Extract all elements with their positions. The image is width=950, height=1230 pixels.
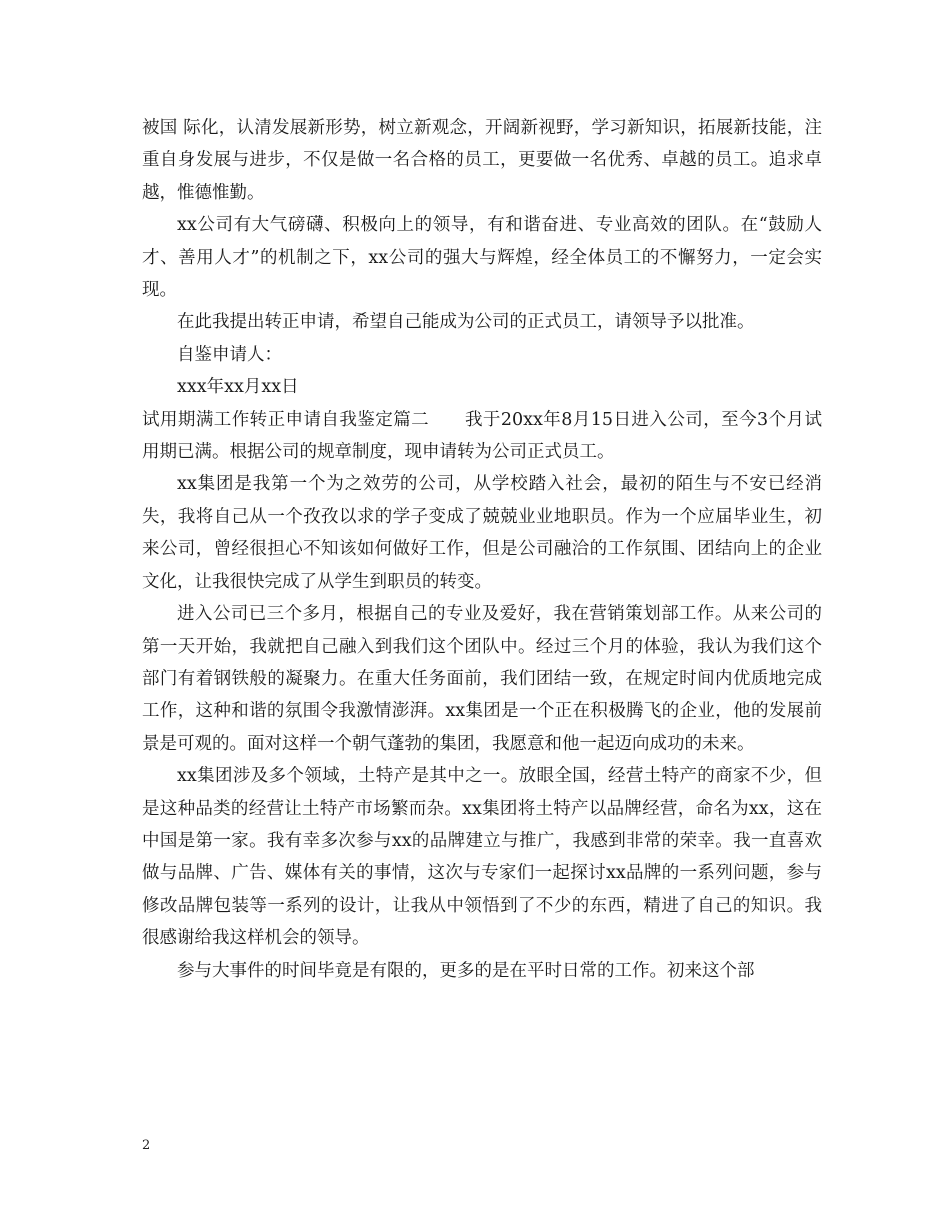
document-body: [142, 112, 822, 987]
date-line: xxx年xx月xx日: [177, 377, 299, 398]
paragraph-3: 在此我提出转正申请，希望自己能成为公司的正式员工，请领导予以批准。: [177, 312, 755, 333]
section-two-heading-paragraph: 试用期满工作转正申请自我鉴定篇二 我于20xx年8月15日进入公司，至今3个月试用期已满。根据公司的规章制度，现申请转为公司正式员工。: [142, 409, 822, 463]
paragraph-9: xx集团涉及多个领域，土特产是其中之一。放眼全国，经营土特产的商家不少，但是这种品类的经营让土特产市场繁而杂。xx集团将土特产以品牌经营，命名为xx，这在中国是第一家。我有幸多次参与xx的品牌建立与推广，我感到非常的荣幸。我一直喜欢做与品牌、广告、媒体有关的事情，这次与专家们一起探讨xx品牌的一系列问题，参与修改品牌包装等一系列的设计，让我从中领悟到了不少的东西，精进了自己的知识。我很感谢给我这样机会的领导。: [142, 766, 822, 949]
paragraph-1: 被国 际化，认清发展新形势，树立新观念，开阔新视野，学习新知识，拓展新技能，注重自身发展与进步，不仅是做一名合格的员工，更要做一名优秀、卓越的员工。追求卓越，惟德惟勤。: [142, 118, 822, 203]
paragraph-10: 参与大事件的时间毕竟是有限的，更多的是在平时日常的工作。初来这个部: [177, 960, 755, 981]
page-number: 2: [142, 1138, 151, 1153]
paragraph-2: xx公司有大气磅礴、积极向上的领导，有和谐奋进、专业高效的团队。在“鼓励人才、善用人才”的机制之下，xx公司的强大与辉煌，经全体员工的不懈努力，一定会实现。: [142, 215, 822, 301]
paragraph-8: 进入公司已三个多月，根据自己的专业及爱好，我在营销策划部工作。从来公司的第一天开始，我就把自己融入到我们这个团队中。经过三个月的体验，我认为我们这个部门有着钢铁般的凝聚力。在重大任务面前，我们团结一致，在规定时间内优质地完成工作，这种和谐的氛围令我激情澎湃。xx集团是一个正在积极腾飞的企业，他的发展前景是可观的。面对这样一个朝气蓬勃的集团，我愿意和他一起迈向成功的未来。: [142, 604, 822, 754]
applicant-signature-line: 自鉴申请人：: [177, 344, 282, 365]
paragraph-7: xx集团是我第一个为之效劳的公司，从学校踏入社会，最初的陌生与不安已经消失，我将自己从一个孜孜以求的学子变成了兢兢业业地职员。作为一个应届毕业生，初来公司，曾经很担心不知该如何做好工作，但是公司融洽的工作氛围、团结向上的企业文化，让我很快完成了从学生到职员的转变。: [142, 474, 822, 592]
